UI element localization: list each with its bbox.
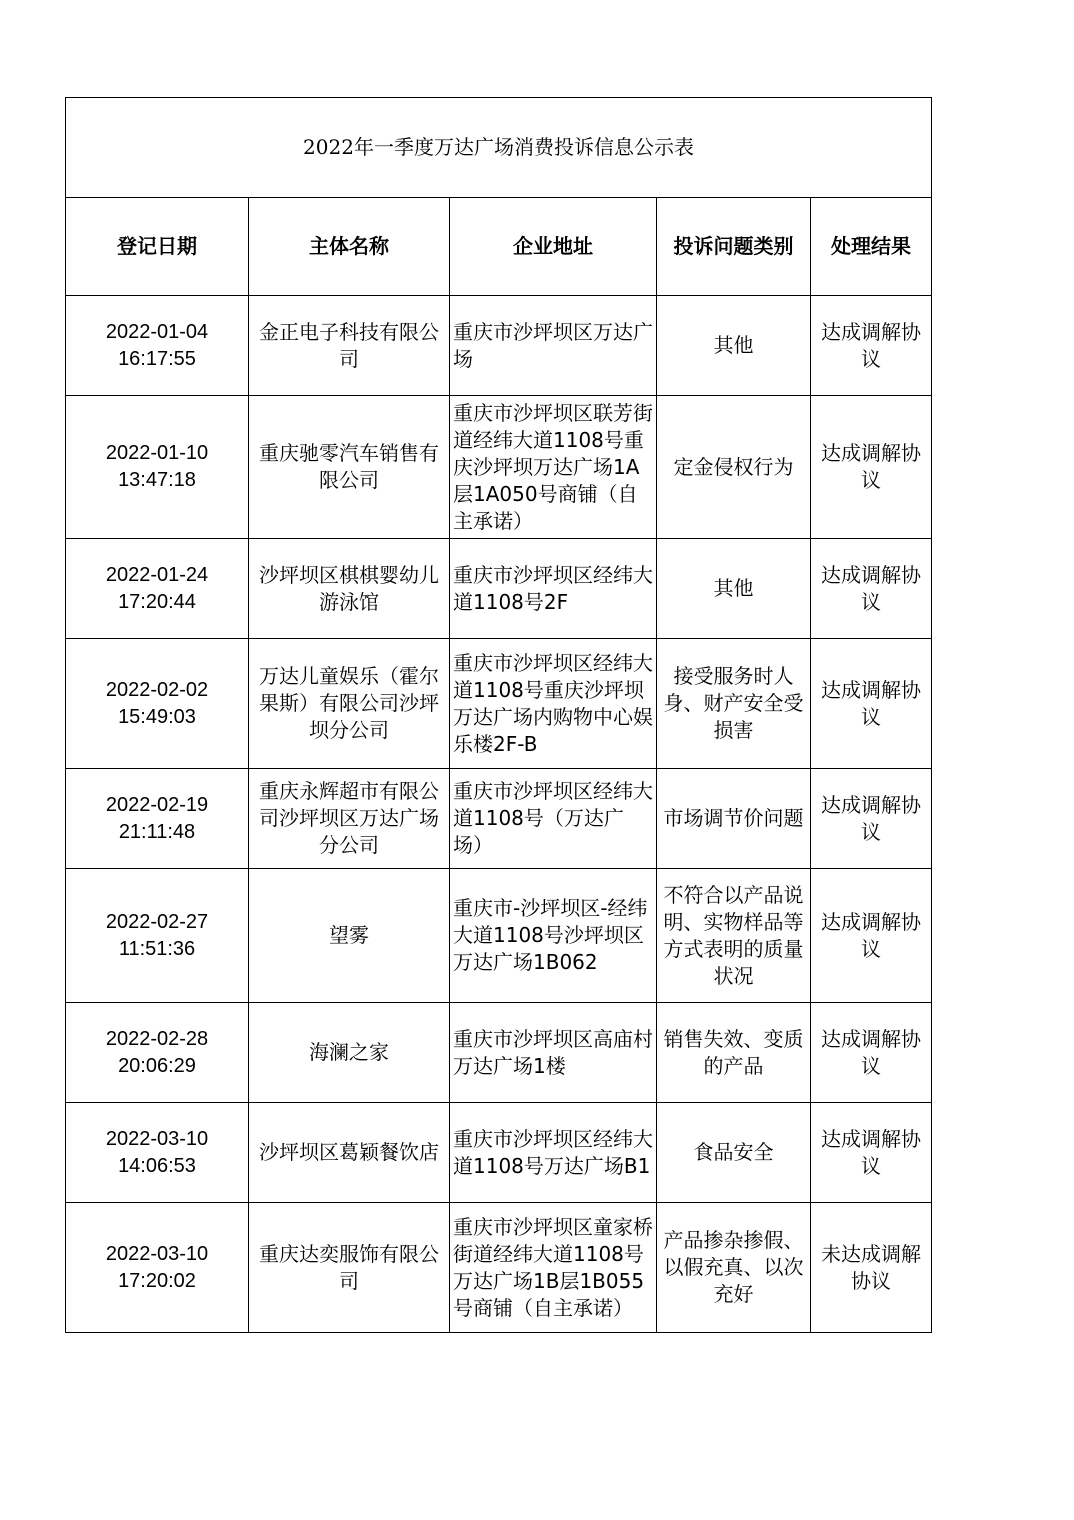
cell-name: 沙坪坝区葛颖餐饮店 — [249, 1103, 450, 1203]
cell-category: 市场调节价问题 — [657, 769, 811, 869]
cell-result: 达成调解协议 — [811, 869, 932, 1003]
date-value: 2022-01-10 — [105, 442, 209, 464]
cell-date — [66, 1203, 249, 1333]
date-value: 2022-02-02 — [105, 678, 209, 701]
cell-category: 食品安全 — [657, 1103, 811, 1203]
table-row — [66, 1203, 932, 1333]
cell-result: 达成调解协议 — [811, 639, 932, 769]
cell-date — [66, 396, 249, 539]
time-value: 17:20:44 — [118, 590, 196, 613]
date-value: 2022-02-27 — [105, 910, 209, 933]
cell-address: 重庆市沙坪坝区万达广场 — [450, 296, 657, 396]
table-row — [66, 1103, 932, 1203]
header-name: 主体名称 — [249, 198, 450, 296]
complaint-table — [65, 97, 932, 1333]
time-value: 13:47:18 — [118, 469, 196, 491]
cell-category: 销售失效、变质的产品 — [657, 1003, 811, 1103]
time-value: 20:06:29 — [118, 1054, 196, 1077]
date-value: 2022-02-28 — [105, 1027, 209, 1050]
date-value: 2022-01-04 — [105, 320, 209, 343]
cell-result: 达成调解协议 — [811, 1103, 932, 1203]
table-row — [66, 869, 932, 1003]
cell-address: 重庆市沙坪坝区经纬大道1108号万达广场B1 — [450, 1103, 657, 1203]
cell-address: 重庆市沙坪坝区高庙村万达广场1楼 — [450, 1003, 657, 1103]
date-value: 2022-02-19 — [105, 793, 209, 816]
cell-date — [66, 1003, 249, 1103]
cell-name: 金正电子科技有限公司 — [249, 296, 450, 396]
cell-name: 望雾 — [249, 869, 450, 1003]
cell-result: 达成调解协议 — [811, 1003, 932, 1103]
cell-address: 重庆市-沙坪坝区-经纬大道1108号沙坪坝区万达广场1B062 — [450, 869, 657, 1003]
header-date: 登记日期 — [66, 198, 249, 296]
header-result: 处理结果 — [811, 198, 932, 296]
header-row — [66, 198, 932, 296]
cell-date — [66, 769, 249, 869]
cell-address: 重庆市沙坪坝区经纬大道1108号重庆沙坪坝万达广场内购物中心娱乐楼2F-B — [450, 639, 657, 769]
date-value: 2022-03-10 — [105, 1242, 209, 1265]
cell-name: 重庆驰零汽车销售有限公司 — [249, 396, 450, 539]
cell-result: 达成调解协议 — [811, 539, 932, 639]
cell-result: 达成调解协议 — [811, 769, 932, 869]
time-value: 17:20:02 — [118, 1269, 196, 1292]
cell-category: 不符合以产品说明、实物样品等方式表明的质量状况 — [657, 869, 811, 1003]
table-row — [66, 539, 932, 639]
cell-date — [66, 1103, 249, 1203]
cell-name: 沙坪坝区棋棋婴幼儿游泳馆 — [249, 539, 450, 639]
time-value: 14:06:53 — [118, 1154, 196, 1177]
cell-address: 重庆市沙坪坝区童家桥街道经纬大道1108号万达广场1B层1B055号商铺（自主承诺） — [450, 1203, 657, 1333]
cell-date — [66, 639, 249, 769]
cell-result: 达成调解协议 — [811, 396, 932, 539]
time-value: 15:49:03 — [118, 705, 196, 728]
table-row — [66, 1003, 932, 1103]
cell-address: 重庆市沙坪坝区经纬大道1108号2F — [450, 539, 657, 639]
cell-category: 产品掺杂掺假、以假充真、以次充好 — [657, 1203, 811, 1333]
table-row — [66, 639, 932, 769]
cell-category: 定金侵权行为 — [657, 396, 811, 539]
cell-address: 重庆市沙坪坝区经纬大道1108号（万达广场） — [450, 769, 657, 869]
table-row — [66, 396, 932, 539]
cell-category: 接受服务时人身、财产安全受损害 — [657, 639, 811, 769]
cell-result: 达成调解协议 — [811, 296, 932, 396]
cell-category: 其他 — [657, 296, 811, 396]
table-row — [66, 769, 932, 869]
time-value: 21:11:48 — [118, 820, 196, 843]
cell-address: 重庆市沙坪坝区联芳街道经纬大道1108号重庆沙坪坝万达广场1A层1A050号商铺（自主承诺） — [450, 396, 657, 539]
time-value: 11:51:36 — [118, 937, 196, 960]
table-row — [66, 296, 932, 396]
cell-name: 海澜之家 — [249, 1003, 450, 1103]
cell-name: 重庆永辉超市有限公司沙坪坝区万达广场分公司 — [249, 769, 450, 869]
cell-name: 重庆达奕服饰有限公司 — [249, 1203, 450, 1333]
cell-category: 其他 — [657, 539, 811, 639]
date-value: 2022-03-10 — [105, 1127, 209, 1150]
date-value: 2022-01-24 — [105, 563, 209, 586]
cell-name: 万达儿童娱乐（霍尔果斯）有限公司沙坪坝分公司 — [249, 639, 450, 769]
time-value: 16:17:55 — [118, 347, 196, 370]
header-category: 投诉问题类别 — [657, 198, 811, 296]
table-title: 2022年一季度万达广场消费投诉信息公示表 — [66, 98, 932, 198]
cell-date — [66, 539, 249, 639]
title-row — [66, 98, 932, 198]
header-address: 企业地址 — [450, 198, 657, 296]
cell-date — [66, 869, 249, 1003]
cell-date — [66, 296, 249, 396]
cell-result: 未达成调解协议 — [811, 1203, 932, 1333]
